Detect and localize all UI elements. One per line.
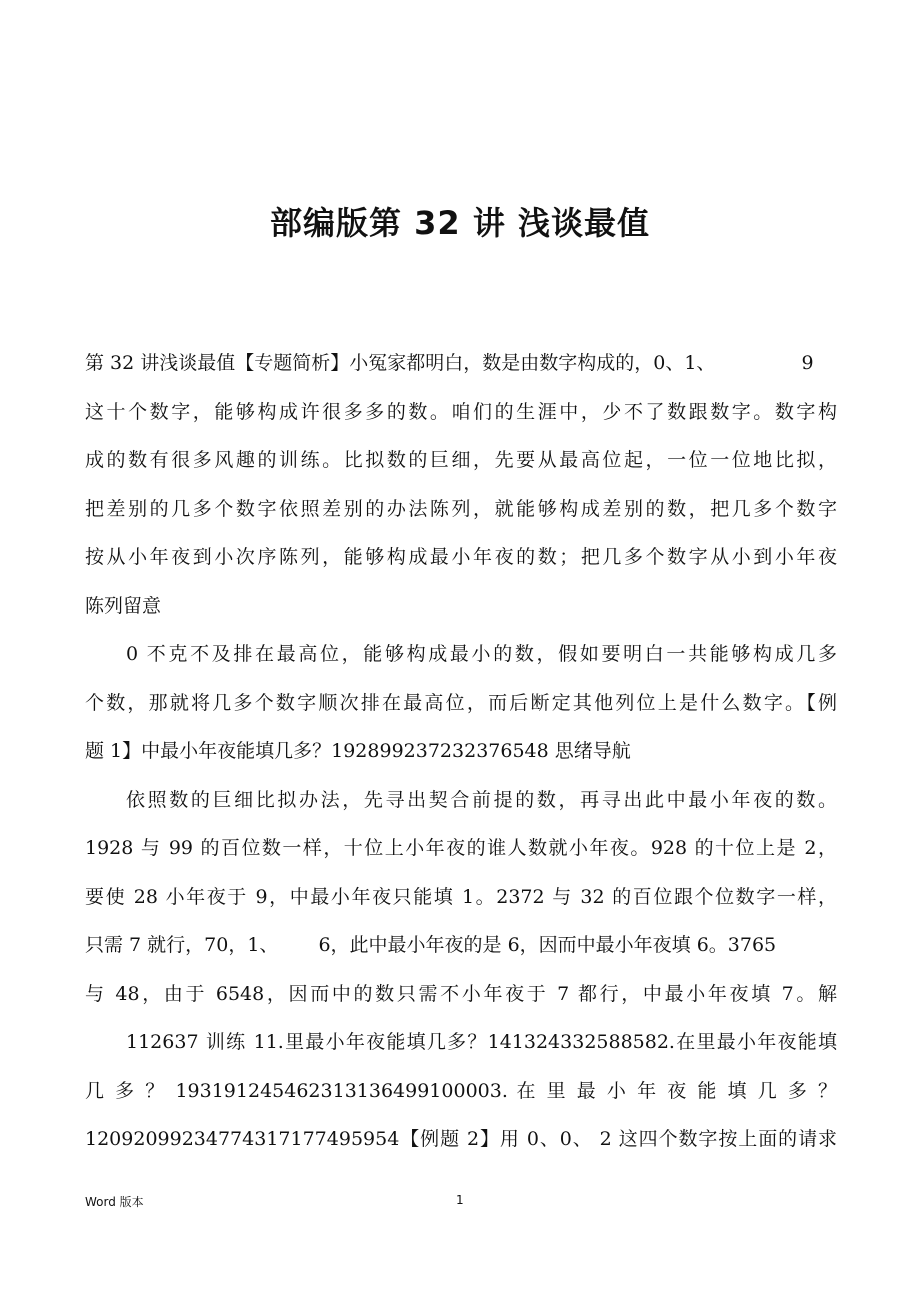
text-segment: 9	[801, 352, 814, 374]
text-line: 120920992347743171774959​54【例题 2】用 0、0、 2 这四个数字按上面的请求	[85, 1128, 837, 1150]
text-line: 112637 训练 11.里最小年夜能填几多？141324332588582.在里最小年夜能填	[126, 1031, 837, 1053]
text-segment: 第 32 讲浅谈最值【专题简析】小冤家都明白，数是由数字构成的，0、1、	[85, 352, 716, 374]
text-line	[85, 926, 837, 975]
text-line: 几 多 ？ 193191245462313136499100003. 在 里 最 小 年 夜 能 填 几 多 ？	[85, 1079, 837, 1102]
document-title: 部编版第 32 讲 浅谈最值	[270, 204, 650, 242]
page-number: 1	[456, 1193, 464, 1207]
text-line: 个数，那就将几多个数字顺次排在最高位，而后断定其他列位上是什么数字。【例	[85, 691, 837, 714]
text-segment: 只需 7 就行，70，1、	[85, 934, 279, 956]
text-line: 陈列留意	[85, 594, 162, 617]
text-line: 把差别的几多个数字依照差别的办法陈列，就能够构成差别的数，把几多个数字	[85, 497, 837, 520]
text-line: 0 不克不及排在最高位，能够构成最小的数，假如要明白一共能够构成几多	[126, 643, 837, 665]
text-line: 成的数有很多风趣的训练。比拟数的巨细，先要从最高位起，一位一位地比拟，	[85, 449, 837, 471]
text-line: 按从小年夜到小次序陈列，能够构成最小年夜的数；把几多个数字从小到小年夜	[85, 546, 837, 568]
text-line: 1928 与 99 的百位数一样，十位上小年夜的谁人数就小年夜。928 的十位上是 2，	[85, 837, 837, 859]
text-line	[85, 344, 837, 393]
text-line: 要使 28 小年夜于 9，中最小年夜只能填 1。2372 与 32 的百位跟个位数字一样，	[85, 885, 837, 908]
text-segment: 6，此中最小年夜的是 6，因而中最小年夜填 6。3765	[318, 934, 777, 956]
document-body	[85, 344, 837, 1169]
text-line: 题 1】中最小年夜能填几多？192899237232376548 思绪导航	[85, 740, 631, 762]
text-line: 与 48，由于 6548，因而中的数只需不小年夜于 7 都行，中最小年夜填 7。解	[85, 982, 837, 1005]
text-line: 依照数的巨细比拟办法，先寻出契合前提的数，再寻出此中最小年夜的数。	[126, 788, 837, 811]
text-line: 这十个数字，能够构成许很多多的数。咱们的生涯中，少不了数跟数字。数字构	[85, 400, 837, 423]
footer-label: Word 版本	[85, 1195, 144, 1209]
